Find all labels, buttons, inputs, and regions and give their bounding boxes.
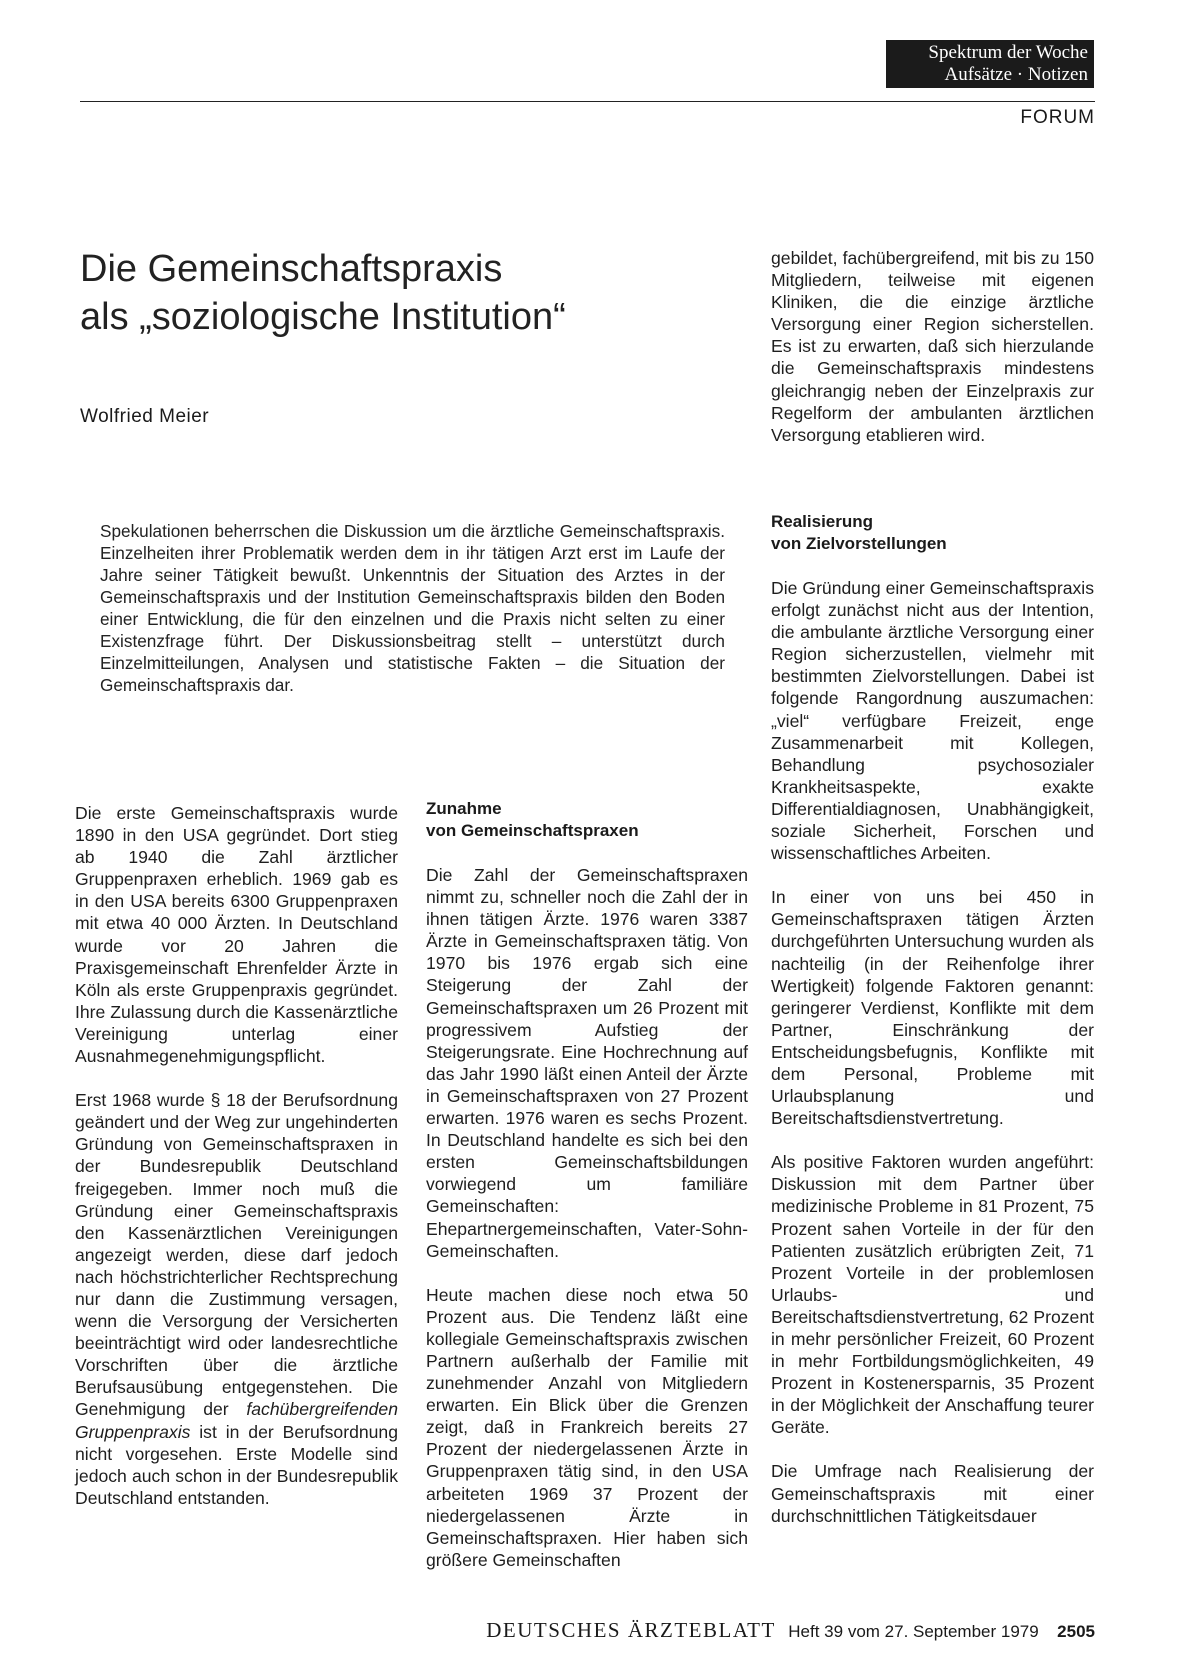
article-author: Wolfried Meier [80,406,210,427]
page-number: 2505 [1057,1622,1095,1641]
paragraph: Die erste Gemeinschaftspraxis wurde 1890 in den USA gegründet. Dort stieg ab 1940 die Zahl ärztlicher Gruppenpraxen erheblich. 1969 gab es in den USA bereits 6300 Gruppenpraxen mit etwa 40 000 Ärzten. In Deutschland wurde vor 20 Jahren die Praxisgemeinschaft Ehrenfelder Ärzte in Köln als erste Gruppenpraxis gegründet. Ihre Zulassung durch die Kassenärztliche Vereinigung unterlag einer Ausnahmegenehmigungspflicht. [75,803,398,1067]
paragraph: In einer von uns bei 450 in Gemeinschaftspraxen tätigen Ärzten durchgeführten Untersuchung wurden als nachteilig (in der Reihenfolge ihrer Wertigkeit) folgende Faktoren genannt: geringerer Verdienst, Konflikte mit dem Partner, Einschränkung der Entscheidungsbefugnis, Konflikte mit dem Personal, Probleme mit Urlaubsplanung und Bereitschaftsdienstvertretung. [771,887,1094,1129]
heading-line: Realisierung [771,512,874,531]
page-footer [400,1618,1095,1643]
column-3-top [771,247,1094,446]
journal-name: DEUTSCHES ÄRZTEBLATT [486,1618,776,1642]
title-line-2: als „soziologische Institution“ [80,296,566,338]
italic-run: fachübergreifenden Gruppenpraxis [75,1399,398,1442]
article-lead: Spekulationen beherrschen die Diskussion um die ärztliche Gemeinschaftspraxis. Einzelheiten ihrer Problematik werden dem in ihr tätigen Arzt erst im Laufe der Jahre seiner Tätigkeit bewußt. Unkenntnis der Situation des Arztes in der Gemeinschaftspraxis und der Institution Gemeinschaftspraxis bilden den Boden einer Entwicklung, die für den einzelnen und die Praxis nicht selten zu einer Existenzfrage führt. Der Diskussionsbeitrag stellt – unterstützt durch Einzelmitteilungen, Analysen und statistische Fakten – die Situation der Gemeinschaftspraxis dar. [100,521,725,695]
article-title [80,245,720,341]
section-heading [771,511,1094,555]
column-2 [426,798,748,1571]
text-run: ist in der Berufsordnung nicht vorgesehen. Erste Modelle sind jedoch auch schon in der Bundesrepublik Deutschland entstanden. [75,1421,398,1508]
badge-line-1: Spektrum der Woche [928,42,1088,63]
paragraph [75,1089,398,1509]
column-3 [771,511,1094,1527]
issue-info: Heft 39 vom 27. September 1979 [788,1622,1039,1641]
title-line-1: Die Gemeinschaftspraxis [80,248,503,290]
column-1 [75,802,398,1509]
paragraph: Als positive Faktoren wurden angeführt: Diskussion mit dem Partner über medizinische Probleme in 81 Prozent, 75 Prozent sahen Vorteile in der für den Patienten zusätzlich erübrigten Zeit, 71 Prozent Vorteile in der problemlosen Urlaubs- und Bereitschaftsdienstvertretung, 62 Prozent in mehr persönlicher Freizeit, 60 Prozent in mehr Fortbildungsmöglichkeiten, 49 Prozent in Kostenersparnis, 35 Prozent in der Möglichkeit der Anschaffung teurer Geräte. [771,1152,1094,1438]
section-heading [426,798,748,842]
badge-line-2: Aufsätze · Notizen [944,64,1088,85]
paragraph: Heute machen diese noch etwa 50 Prozent aus. Die Tendenz läßt eine kollegiale Gemeinschaftspraxis zwischen Partnern außerhalb der Familie mit zunehmender Anzahl von Mitgliedern erwarten. Ein Blick über die Grenzen zeigt, daß in Frankreich bereits 27 Prozent der niedergelassenen Ärzte in Gruppenpraxen tätig sind, in den USA arbeiteten 1969 37 Prozent der niedergelassenen Ärzte in Gemeinschaftspraxen. Hier haben sich größere Gemeinschaften [426,1284,748,1570]
text-run: Erst 1968 wurde § 18 der Berufsordnung geändert und der Weg zur ungehinderten Gründung von Gemeinschaftspraxen in der Bundesrepublik Deutschland freigegeben. Immer noch muß die Gründung einer Gemeinschaftspraxis den Kassenärztlichen Vereinigungen angezeigt werden, diese darf jedoch nach höchstrichterlicher Rechtsprechung nur dann die Zustimmung versagen, wenn die Versorgung der Versicherten beeinträchtigt wird oder landesrechtliche Vorschriften über die ärztliche Berufsausübung entgegenstehen. Die Genehmigung der [75,1090,398,1420]
heading-line: Zunahme [426,799,502,818]
paragraph: Die Gründung einer Gemeinschaftspraxis erfolgt zunächst nicht aus der Intention, die ambulante ärztliche Versorgung einer Region sicherzustellen, vielmehr mit bestimmten Zielvorstellungen. Dabei ist folgende Rangordnung auszumachen: „viel“ verfügbare Freizeit, enge Zusammenarbeit mit Kollegen, Behandlung psychosozialer Krankheitsaspekte, exakte Differentialdiagnosen, Unabhängigkeit, soziale Sicherheit, Forschen und wissenschaftliches Arbeiten. [771,578,1094,864]
header-rule [80,101,1095,102]
paragraph: Die Zahl der Gemeinschaftspraxen nimmt zu, schneller noch die Zahl der in ihnen tätigen Ärzte. 1976 waren 3387 Ärzte in Gemeinschaftspraxen tätig. Von 1970 bis 1976 ergab sich eine Steigerung der Zahl der Gemeinschaftspraxen um 26 Prozent mit progressivem Aufstieg der Steigerungsrate. Eine Hochrechnung auf das Jahr 1990 läßt einen Anteil der Ärzte in Gemeinschaftspraxen von 27 Prozent erwarten. 1976 waren es sechs Prozent. In Deutschland handelte es sich bei den ersten Gemeinschaftsbildungen vorwiegend um familiäre Gemeinschaften: Ehepartnergemeinschaften, Vater-Sohn-Gemeinschaften. [426,865,748,1261]
paragraph: Die Umfrage nach Realisierung der Gemeinschaftspraxis mit einer durchschnittlichen Tätigkeitsdauer [771,1461,1094,1526]
paragraph: gebildet, fachübergreifend, mit bis zu 150 Mitgliedern, teilweise mit eigenen Kliniken, die die einzige ärztliche Versorgung einer Region sicherstellen. Es ist zu erwarten, daß sich hierzulande die Gemeinschaftspraxis mindestens gleichrangig neben der Einzelpraxis zur Regelform der ambulanten ärztlichen Versorgung etablieren wird. [771,248,1094,445]
section-badge [886,40,1094,88]
section-label: FORUM [1020,107,1095,128]
heading-line: von Gemeinschaftspraxen [426,821,639,840]
heading-line: von Zielvorstellungen [771,534,947,553]
